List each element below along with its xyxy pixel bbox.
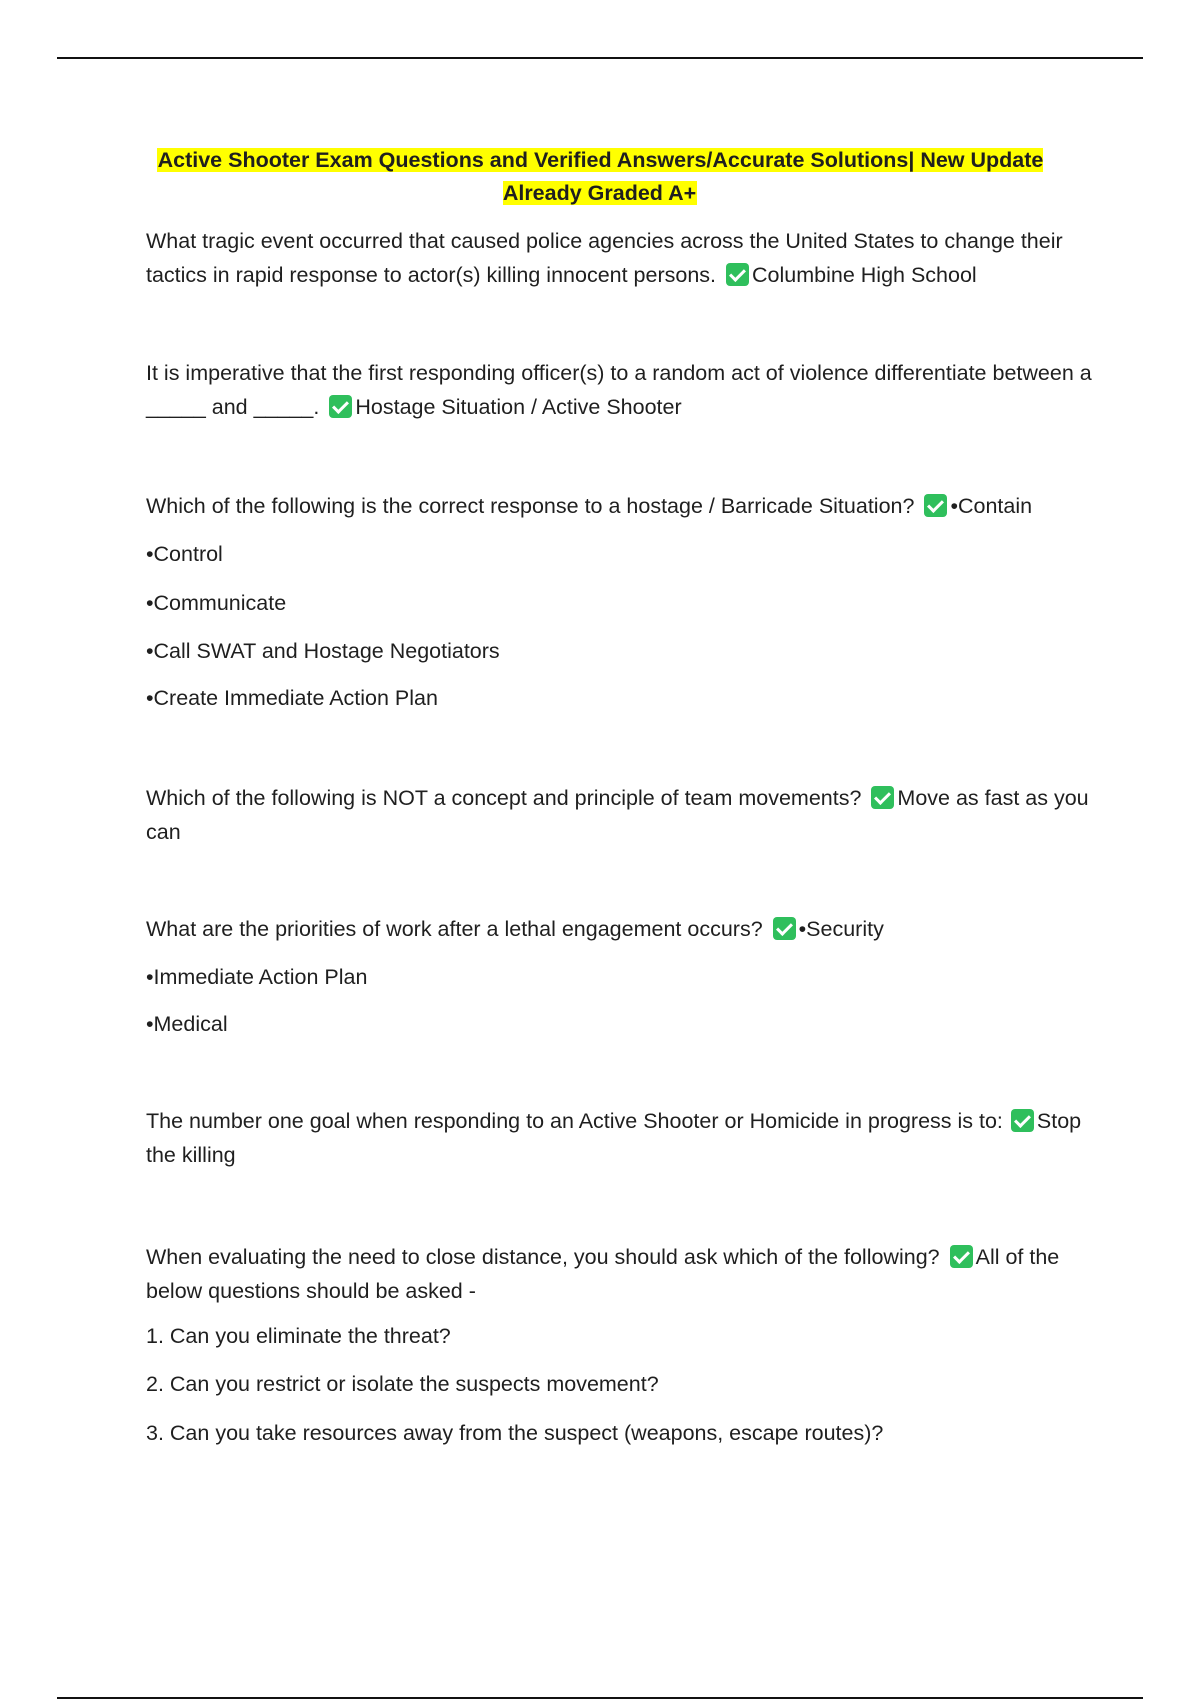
qa-item-2 [146, 356, 1096, 424]
list-item: •Immediate Action Plan [146, 965, 368, 989]
answer-text: Stop the killing [146, 1109, 1082, 1167]
question-text: The number one goal when responding to an Active Shooter or Homicide in progress is to: [146, 1109, 1003, 1133]
list-item: •Medical [146, 1012, 228, 1036]
check-icon [773, 917, 796, 940]
question-text: Which of the following is NOT a concept and principle of team movements? [146, 786, 862, 810]
question-text: It is imperative that the first responding officer(s) to a random act of violence differentiate between a _____ and _____. [146, 361, 1092, 419]
header-rule [57, 57, 1143, 59]
list-item: •Create Immediate Action Plan [146, 686, 438, 710]
qa-item-1 [146, 224, 1096, 292]
check-icon [950, 1245, 973, 1268]
answer-text: •Contain [950, 494, 1033, 518]
question-text: What tragic event occurred that caused police agencies across the United States to change their tactics in rapid response to actor(s) killing innocent persons. [146, 229, 1063, 287]
check-icon [726, 263, 749, 286]
document-title: Active Shooter Exam Questions and Verified Answers/Accurate Solutions| New Update Already Graded A+ [157, 148, 1044, 205]
question-text: When evaluating the need to close distance, you should ask which of the following? [146, 1245, 940, 1269]
qa-item-7 [146, 1240, 1096, 1308]
answer-text: •Security [798, 917, 884, 941]
answer-text: All of the below questions should be asked - [146, 1245, 1060, 1303]
list-item: 3. Can you take resources away from the suspect (weapons, escape routes)? [146, 1421, 884, 1445]
list-item: •Control [146, 542, 223, 566]
check-icon [329, 395, 352, 418]
check-icon [924, 494, 947, 517]
question-text: Which of the following is the correct response to a hostage / Barricade Situation? [146, 494, 915, 518]
answer-text: Hostage Situation / Active Shooter [355, 395, 682, 419]
question-text: What are the priorities of work after a lethal engagement occurs? [146, 917, 763, 941]
list-item: 2. Can you restrict or isolate the suspects movement? [146, 1372, 659, 1396]
check-icon [871, 786, 894, 809]
list-item: 1. Can you eliminate the threat? [146, 1324, 451, 1348]
footer-rule [57, 1697, 1143, 1699]
qa-item-3 [146, 489, 1096, 523]
list-item: •Communicate [146, 591, 287, 615]
list-item: •Call SWAT and Hostage Negotiators [146, 639, 500, 663]
qa-item-4 [146, 781, 1096, 849]
qa-item-6 [146, 1104, 1096, 1172]
check-icon [1011, 1109, 1034, 1132]
answer-text: Move as fast as you can [146, 786, 1089, 844]
qa-item-5 [146, 912, 1096, 946]
answer-text: Columbine High School [752, 263, 977, 287]
